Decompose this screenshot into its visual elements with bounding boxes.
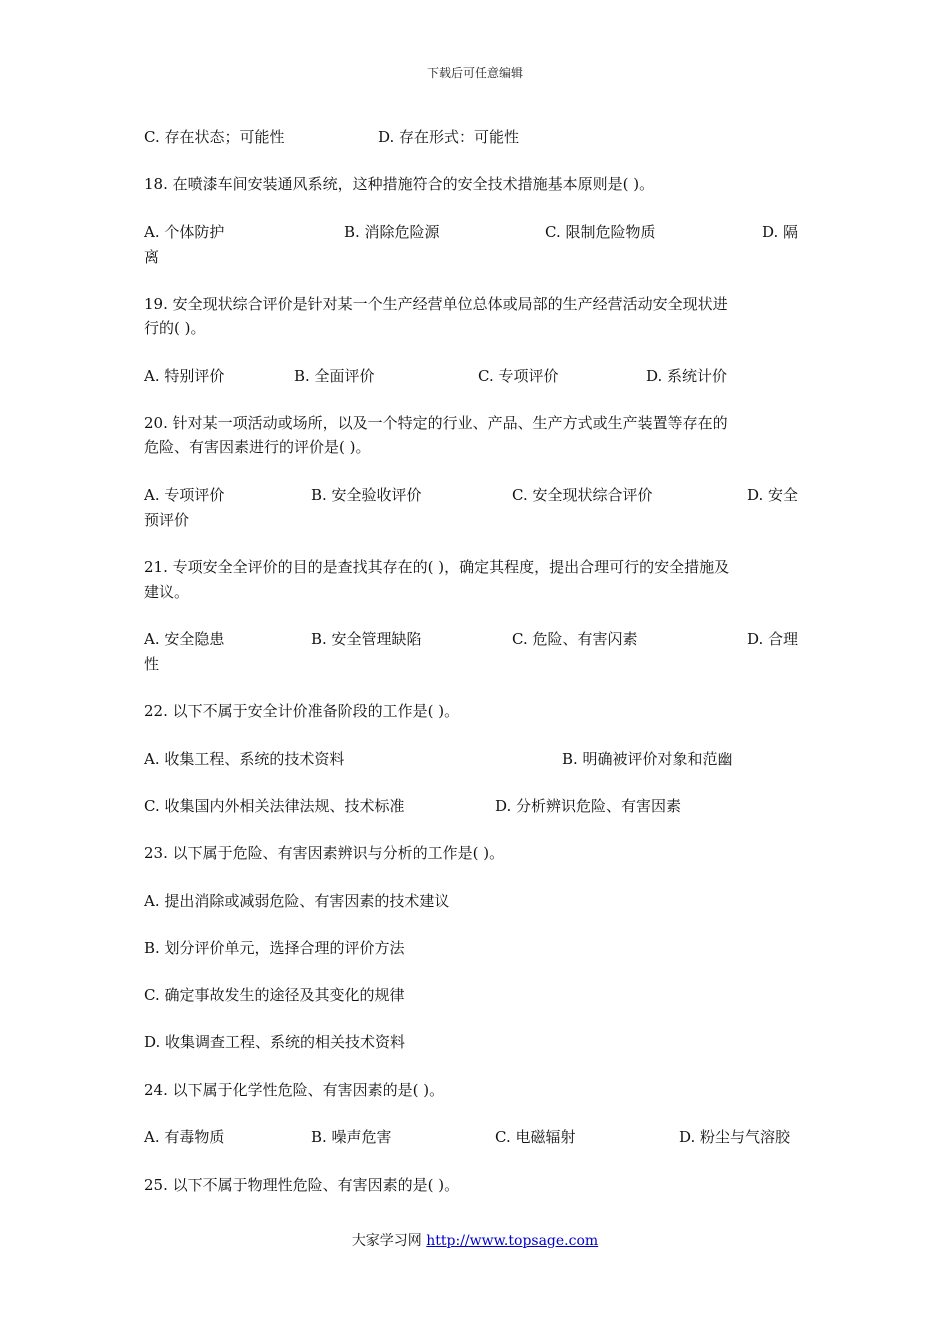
option-a: A. 提出消除或减弱危险、有害因素的技术建议	[144, 892, 450, 910]
question-19-line2: 行的( )。	[144, 319, 206, 337]
option-d: D. 分析辨识危险、有害因素	[495, 797, 682, 815]
option-d-wrap: 离	[144, 248, 160, 266]
option-a: A. 特别评价	[144, 367, 225, 385]
question-21-line2: 建议。	[144, 583, 190, 601]
page-footer	[0, 1230, 950, 1250]
option-d: D. 存在形式：可能性	[378, 128, 520, 146]
option-d-wrap: 预评价	[144, 511, 190, 529]
option-c: C. 存在状态；可能性	[144, 128, 285, 146]
footer-link[interactable]: http://www.topsage.com	[426, 1233, 599, 1249]
option-d: D. 粉尘与气溶胶	[679, 1128, 791, 1146]
footer-label: 大家学习网	[351, 1233, 422, 1249]
option-c: C. 安全现状综合评价	[512, 486, 653, 504]
option-b: B. 明确被评价对象和范幽	[562, 750, 733, 768]
option-a: A. 专项评价	[144, 486, 225, 504]
page-header: 下载后可任意编辑	[426, 66, 523, 80]
question-19-line1: 19. 安全现状综合评价是针对某一个生产经营单位总体或局部的生产经营活动安全现状进	[144, 295, 728, 313]
option-d-wrap: 性	[144, 655, 160, 673]
option-b: B. 消除危险源	[344, 223, 440, 241]
option-d: D. 隔	[762, 223, 799, 241]
option-b: B. 噪声危害	[311, 1128, 392, 1146]
question-20-line1: 20. 针对某一项活动或场所，以及一个特定的行业、产品、生产方式或生产装置等存在的	[144, 414, 728, 432]
option-b: B. 全面评价	[294, 367, 375, 385]
option-a: A. 有毒物质	[144, 1128, 225, 1146]
question-25: 25. 以下不属于物理性危险、有害因素的是( )。	[144, 1176, 460, 1194]
option-d: D. 系统计价	[646, 367, 728, 385]
option-c: C. 专项评价	[478, 367, 559, 385]
question-24: 24. 以下属于化学性危险、有害因素的是( )。	[144, 1081, 445, 1099]
option-c: C. 危险、有害闪素	[512, 630, 638, 648]
option-b: B. 安全验收评价	[311, 486, 422, 504]
option-c: C. 确定事故发生的途径及其变化的规律	[144, 986, 405, 1004]
question-21-line1: 21. 专项安全全评价的目的是查找其存在的( )，确定其程度，提出合理可行的安全措施及	[144, 558, 730, 576]
option-d: D. 收集调查工程、系统的相关技术资料	[144, 1033, 406, 1051]
option-b: B. 划分评价单元，选择合理的评价方法	[144, 939, 405, 957]
option-c: C. 电磁辐射	[495, 1128, 576, 1146]
question-22: 22. 以下不属于安全计价准备阶段的工作是( )。	[144, 702, 460, 720]
option-c: C. 收集国内外相关法律法规、技术标准	[144, 797, 405, 815]
option-a: A. 收集工程、系统的技术资料	[144, 750, 345, 768]
option-a: A. 个体防护	[144, 223, 225, 241]
option-d: D. 合理	[747, 630, 799, 648]
option-a: A. 安全隐患	[144, 630, 225, 648]
question-20-line2: 危险、有害因素进行的评价是( )。	[144, 438, 371, 456]
question-18: 18. 在喷漆车间安装通风系统，这种措施符合的安全技术措施基本原则是( )。	[144, 175, 655, 193]
option-c: C. 限制危险物质	[545, 223, 656, 241]
option-d: D. 安全	[747, 486, 799, 504]
option-b: B. 安全管理缺陷	[311, 630, 422, 648]
question-23: 23. 以下属于危险、有害因素辨识与分析的工作是( )。	[144, 844, 505, 862]
